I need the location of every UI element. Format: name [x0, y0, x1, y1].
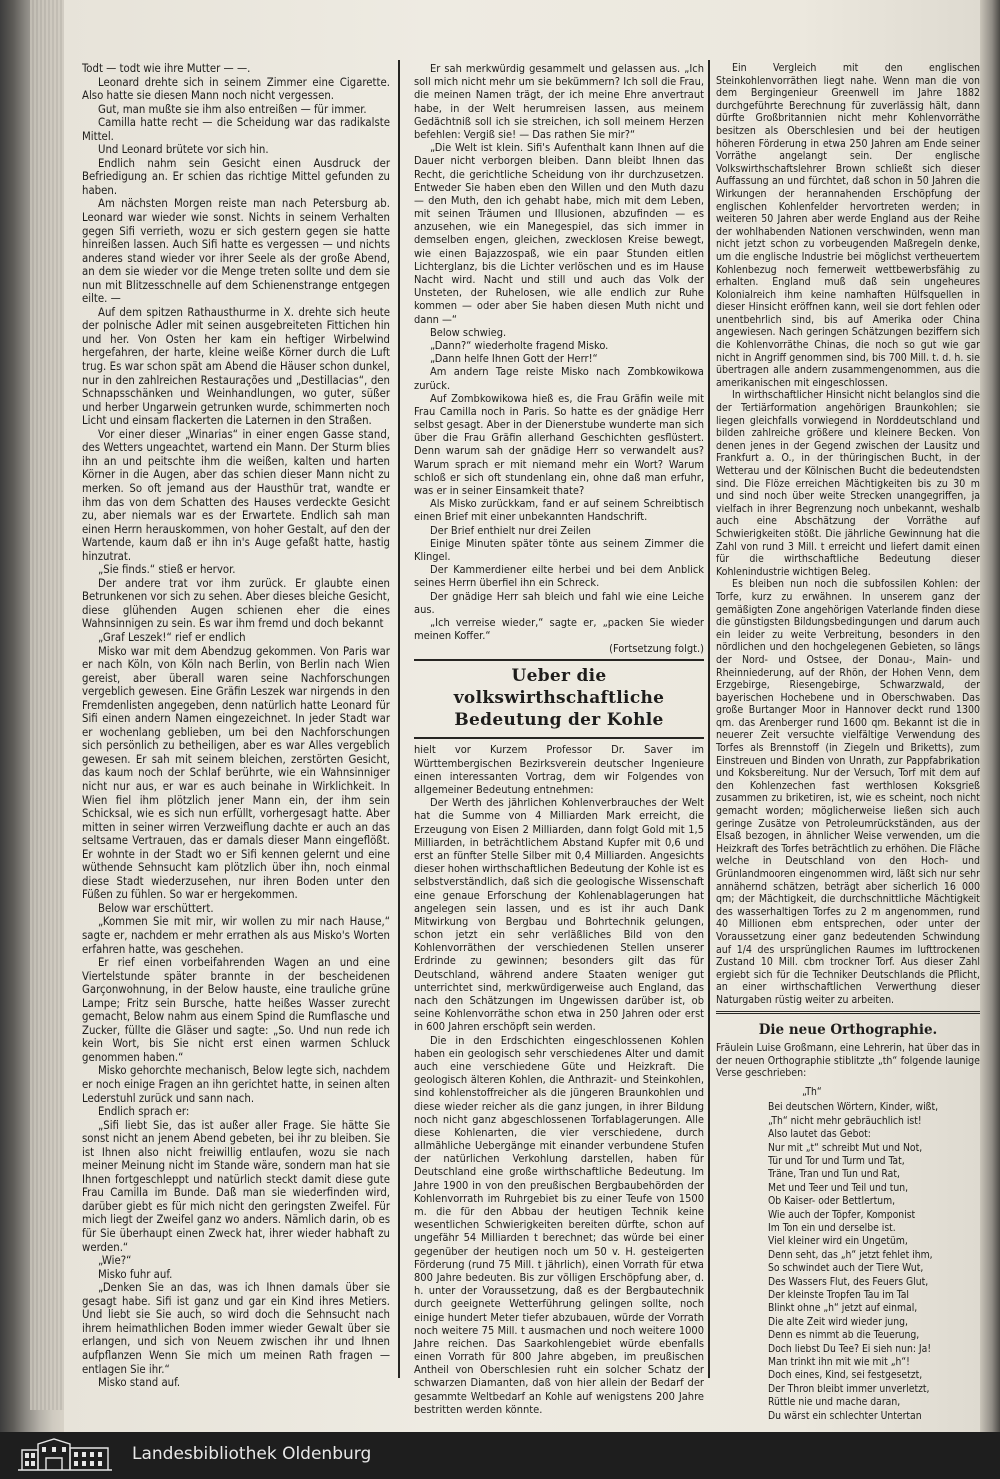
paragraph: „Die Welt ist klein. Sifi's Aufenthalt kann Ihnen auf die Dauer nicht verborgen bleiben. Dann bleibt Ihnen das Recht, die gerichtliche Scheidung von ihr durchzusetzen. Entweder Sie haben eben den Willen und den Muth dazu — den Muth, den ich gehabt habe, mich mit dem Leben, mit seinen Träumen und Illusionen, abzufinden — es anzusehen, wie ein Manegespiel, das sich immer in demselben engen, gleichen, zwecklosen Kreise bewegt, wie einen Bajazzospaß, wie ein paar Stunden eitlen Lichterglanz, bis die Lichter verlöschen und es im Hause Nacht wird. Nacht und still und auch das Volk der Unsteten, der Ruhelosen, wie alle endlich zur Ruhe kommen — oder aber Sie haben diesen Muth nicht und dann —“	[414, 141, 704, 326]
paragraph: Einige Minuten später tönte aus seinem Zimmer die Klingel.	[414, 536, 704, 563]
paragraph: Below schwieg.	[430, 325, 507, 339]
newspaper-page	[64, 0, 982, 1432]
book-fore-edge	[980, 0, 1000, 1432]
paragraph: Endlich nahm sein Gesicht einen Ausdruck der Befriedigung an. Er schien das richtige Mittel gefunden zu haben.	[82, 156, 390, 197]
poem-line: Träne, Tran und Tun und Rat,	[768, 1168, 900, 1181]
paragraph: „Ich verreise wieder,“ sagte er, „packen Sie wieder meinen Koffer.“	[414, 615, 704, 643]
column-rule	[708, 60, 710, 1378]
poem-line: Denn seht, das „h“ jetzt fehlet ihm,	[768, 1248, 933, 1261]
paragraph: Todt — todt wie ihre Mutter — —.	[82, 62, 251, 75]
poem-line: Die alte Zeit wird wieder jung,	[768, 1315, 908, 1328]
poem-line: Doch eines, Kind, sei festgesetzt,	[768, 1369, 923, 1382]
paragraph: „Dann?“ wiederholte fragend Misko.	[430, 338, 609, 352]
section-rule	[414, 737, 704, 739]
paragraph: Er sah merkwürdig gesammelt und gelassen aus. „Ich soll mich nicht mehr um sie bekümmern? Ich soll die Frau, die meinen Namen trägt, der ich meine Ehre anvertraut habe, in der Welt herumreisen lassen, aus meinem Gedächtniß soll ich sie streichen, ich soll meinem Herzen befehlen: Vergiß sie! — Das rathen Sie mir?“	[414, 62, 704, 141]
paragraph: Der andere trat vor ihm zurück. Er glaubte einen Betrunkenen vor sich zu sehen. Aber dieses bleiche Gesicht, diese glühenden Augen schienen eher die eines Wahnsinnigen zu sein. Es war ihm fremd und doch bekannt	[82, 576, 390, 631]
paragraph: Auf dem spitzen Rathausthurme in X. drehte sich heute der polnische Adler mit seinen ausgebreiteten Fittichen hin und her. Von Osten her kam ein heftiger Wirbelwind hergefahren, der harte, kleine weiße Körner durch die Luft trug. Es war schon spät am Abend die Häuser schon dunkel, nur in den zahlreichen Restaurações und „Destillacias“, den Schnapsschänken und Weinhandlungen, wo guter, süßer und herber Ungarwein getrunken wurde, schimmerten noch Licht und einsam flackerten die Laternen in den Straßen.	[82, 305, 390, 428]
poem-line: Met und Teer und Teil und tun,	[768, 1181, 909, 1194]
orthography-headline: Die neue Orthographie.	[758, 1021, 938, 1038]
paragraph: Am andern Tage reiste Misko nach Zombkowikowa zurück.	[414, 365, 704, 392]
paragraph: Misko fuhr auf.	[98, 1267, 173, 1281]
poem-line: „Th“ nicht mehr gebräuchlich ist!	[768, 1114, 922, 1127]
poem-line: Tür und Tor und Turm und Tat,	[768, 1154, 905, 1167]
paragraph: Misko stand auf.	[98, 1376, 181, 1390]
article-continuation	[716, 62, 980, 1007]
paragraph: Misko war mit dem Abendzug gekommen. Von Paris war er nach Köln, von Köln nach Berlin, von Berlin nach Wien gereist, aber überall waren seine Nachforschungen vergeblich gewesen. Eine Gräfin Leszek war nirgends in den Fremdenlisten angegeben, denn natürlich hatte Leonard für Sifi einen andern Namen eingezeichnet. In jeder Stadt war er wochenlang geblieben, um bei den Nachforschungen sich persönlich zu betheiligen, aber es war Alles vergeblich gewesen. Er sah mit seinem bleichen, zerstörten Gesicht, das kaum noch der Schlaf berührte, wie ein Wahnsinniger nicht nur aus, er war es auch beinahe in Wirklichkeit. In Wien fiel ihm plötzlich jener Mann ein, der ihm sein Schicksal, wie es sich nun erfüllt, vorhergesagt hatte. Aber mitten in seiner wirren Verzweiflung dachte er auch an das seltsame Vertrauen, das er damals dieser Mann eingeflößt. Er wohnte in der Stadt wo er Sifi kennen gelernt und eine wüthende Sehnsucht kam plötzlich über ihn, noch einmal diese Stadt wiederzusehen, nur ihren Boden unter den Füßen zu fühlen. So war er hergekommen.	[82, 644, 390, 902]
poem-line: Im Ton ein und derselbe ist.	[768, 1221, 896, 1234]
paragraph: Er rief einen vorbeifahrenden Wagen an und eine Viertelstunde später brannte in der bescheidenen Garçonwohnung, in der Below hauste, eine trauliche grüne Lampe; Fritz sein Bursche, hatte heißes Wasser zurecht gemacht, Below nahm aus einem Spind die Rumflasche und Zucker, füllte die Gläser und sagte: „So. Und nun rede ich kein Wort, bis Sie nicht erst einen warmen Schluck genommen haben.“	[82, 956, 390, 1064]
article-headline: Ueber die volkswirthschaftliche Bedeutung der Kohle	[453, 666, 665, 731]
poem-line: Wie auch der Töpfer, Komponist	[768, 1208, 916, 1221]
poem-line: Man trinkt ihn mit wie mit „h“!	[768, 1356, 910, 1369]
poem-line: So schwindet auch der Tiere Wut,	[768, 1262, 924, 1275]
paragraph: „Sie finds.“ stieß er hervor.	[98, 563, 236, 577]
section-rule	[716, 1011, 980, 1014]
paragraph: Misko gehorchte mechanisch, Below legte sich, nachdem er noch einige Fragen an ihn gerichtet hatte, in seinen alten Lederstuhl zurück und sann nach.	[82, 1064, 390, 1105]
paragraph: Es bleiben nun noch die subfossilen Kohlen: der Torfe, kurz zu erwähnen. In unserem ganz der gemäßigten Zone angehörigen Vaterlande finden diese die günstigsten Bildungsbedingungen und darum auch ein leider zu weite Verbreitung, besonders in den nördlichen und den hochgelegenen Gebieten, so längs der Nord- und Ostsee, der Donau-, Main- und Rheinniederung, auf der Rhön, der Hohen Venn, dem Erzgebirge, Riesengebirge, Schwarzwald, der bayerischen Hochebene und in Oberschwaben. Das große Burtanger Moor in Hannover deckt rund 1300 qm. das Arenberger rund 1600 qm. Bekannt ist die in neuerer Zeit versuchte vielfältige Verwendung des Torfes als Brennstoff (in Ziegeln und Briketts), zum Einstreuen und Binden von Unrath, zur Pappfabrikation und Koksbereitung. Nur der Versuch, Torf mit dem auf den Kohlenzechen fast werthlosen Koksgrieß zusammen zu briketiren, ist, wie es scheint, noch nicht gemacht worden; möglicherweise ließen sich auch geringe Zusätze von Petroleumrückständen, aus der Elsaß bezogen, in ähnlicher Weise verwenden, um die Heizkraft des Torfes beträchtlich zu erhöhen. Die Fläche welche in Deutschland von den Hoch- und Grünlandmooren eingenommen wird, läßt sich nur sehr annähernd schätzen, beträgt aber sicherlich 16 000 qm; der Mächtigkeit, die durchschnittliche Mächtigkeit des wasserhaltigen Torfes zu 2 m angenommen, rund 40 Millionen ebm entsprechen, oder unter der Voraussetzung einer ganz bedeutenden Schwindung auf 1/4 des ursprünglichen Raumes im lufttrockenen Zustand 10 Mill. cbm trockner Torf. Aus dieser Zahl ergiebt sich für die Techniker Deutschlands die Pflicht, an einer wirthschaftlichen Verwerthung dieser Naturgaben rüstig weiter zu arbeiten.	[716, 578, 980, 1006]
article-body	[414, 743, 704, 1416]
paragraph: „Dann helfe Ihnen Gott der Herr!“	[430, 352, 598, 366]
paragraph: Ein Vergleich mit den englischen Steinkohlenvorräthen liegt nahe. Wenn man die von dem Bergingenieur Greenwell im Jahre 1882 durchgeführte Berechnung für zuverlässig hält, dann dürfte Großbritannien nicht mehr Kohlenvorräthe besitzen als Oberschlesien und bei der heutigen höheren Förderung in etwa 250 Jahren am Ende seiner Vorräthe angelangt sein. Der englische Volkswirthschaftslehrer Brown schließt sich dieser Auffassung an und fürchtet, daß schon in 50 Jahren die Wirkungen der herannahenden Erschöpfung der englischen Kohlenfelder hervortreten werden; in weiteren 50 Jahren aber werde England aus der Reihe der wohlhabenden Nationen verschwinden, wenn man nicht jetzt schon zu vorbeugenden Maßregeln denke, um die englische Industrie bei möglichst vertheuertem Kohlenbezug noch fernerweit wettbewerbsfähig zu erhalten. England muß daß sein ungeheures Kolonialreich ihm keine namhaften Hülfsquellen in dieser Hinsicht eröffnen kann, weil sie dort fehlen oder unentbehrlich sind, bis auf Amerika oder China angewiesen. Nach geringen Schätzungen beziffern sich die Kohlenvorräthe Chinas, die noch so gut wie gar nicht in Angriff genommen sind, bis 700 Mill. t. d. h. sie übertragen alle andern zusammengenommen, aus die amerikanischen mit eingeschlossen.	[716, 62, 980, 389]
library-name: Landesbibliothek Oldenburg	[132, 1444, 372, 1464]
paragraph: Der Brief enthielt nur drei Zeilen	[430, 523, 591, 537]
poem-line: Des Wassers Flut, des Feuers Glut,	[768, 1275, 929, 1288]
column-middle	[414, 62, 704, 1416]
section-rule	[414, 659, 704, 661]
column-right	[716, 62, 980, 1423]
paragraph: Vor einer dieser „Winarias“ in einer engen Gasse stand, des Wetters ungeachtet, wartend ein Mann. Der Sturm blies ihn an und peitschte ihm die weißen, kalten und harten Körner in die Augen, aber das schien dieser Mann nicht zu merken. So oft jemand aus der Hausthür trat, wandte er ihm das von dem Schatten des Hauses verdeckte Gesicht zu, aber niemals war es der Erwartete. Endlich sah man einen Herrn herauskommen, von hoher Gestalt, auf den der Wartende, kaum daß er ihn in's Auge gefaßt hatte, hastig hinzutrat.	[82, 427, 390, 563]
poem-line: Der kleinste Tropfen Tau im Tal	[768, 1289, 909, 1301]
paragraph: Der Werth des jährlichen Kohlenverbrauches der Welt hat die Summe von 4 Milliarden Mark erreicht, die Erzeugung von Eisen 2 Milliarden, dann folgt Gold mit 1,5 Milliarden, in beträchtlichem Abstand Kupfer mit 0,6 und erst an fünfter Stelle Silber mit 0,4 Milliarden. Angesichts dieser hohen wirthschaftlichen Bedeutung der Kohle ist es selbstverständlich, daß sich die geologische Wissenschaft eine genaue Erforschung der Kohlenablagerungen hat angelegen sein lassen, und es ist ihr auch Dank Mitwirkung von Bergbau und Bohrtechnik gelungen, schon jetzt ein sehr verläßliches Bild von den Kohlenvorräthen der verschiedenen Stellen unserer Erdrinde zu gewinnen; besonders gilt das für Deutschland, während andere Staaten weniger gut unterrichtet sind, merkwürdigerweise auch England, das nach den Schätzungen im Ungewissen darüber ist, ob seine Kohlenvorräthe schon etwa in 250 Jahren oder erst in 600 Jahren erschöpft sein werden.	[414, 796, 704, 1034]
poem-title: „Th“	[802, 1085, 822, 1098]
paragraph: Die in den Erdschichten eingeschlossenen Kohlen haben ein geologisch sehr verschiedenes Alter und damit auch eine verschiedene Güte und Heizkraft. Die geologisch älteren Kohlen, die Anthrazit- und Steinkohlen, sind kohlenstoffreicher als die jüngeren Braunkohlen und diese wieder reicher als die ganz jungen, in ihrer Bildung noch nicht ganz abgeschlossenen Torfablagerungen. Alle diese Kohlenarten, die vier verschiedene, durch allmähliche Uebergänge mit einander verbundene Stufen der natürlichen Verkohlung darstellen, haben für Deutschland eine große wirthschaftliche Bedeutung. Im Jahre 1900 in von den preußischen Bergbaubehörden der Kohlenvorrath im Ruhrgebiet bis zu einer Teufe von 1500 m. die für den Abbau der heutigen Technik keine wesentlichen Schwierigkeiten bereiten dürfte, schon auf ungefähr 54 Milliarden t berechnet; das würde bei einer gegenüber der heutigen noch um 50 v. H. gesteigerten Förderung (rund 75 Mill. t jährlich), einen Vorrath für etwa 800 Jahre bedeuten. Bis zur völligen Erschöpfung aber, d. h. unter der Voraussetzung, daß es der Bergbautechnik durch geeignete Wetterführung gelingen sollte, noch einige hundert Meter tiefer abzubauen, würde der Vorrath noch weitere 75 Mill. t ausmachen und noch weitere 1000 Jahre reichen. Das Saarkohlengebiet würde ebenfalls einen Vorrath für 800 Jahre abgeben, im preußischen Antheil von Oberschlesien ruht ein solcher Schatz der schwarzen Diamanten, daß von hier allein der Bedarf der gesammte Weltbedarf an Kohle auf wenigstens 200 Jahre bestritten werden könnte.	[414, 1033, 704, 1416]
paragraph: „Sifi liebt Sie, das ist außer aller Frage. Sie hätte Sie sonst nicht an jenem Abend gebeten, bei ihr zu bleiben. Sie ist Ihnen also nicht freiwillig entlaufen, wozu sie nach meiner Meinung nicht im Stande wäre, sondern man hat sie Ihnen fortgeschleppt und natürlich steckt damit diese gute Frau Camilla im Bunde. Daß man sie wiederfinden wird, darüber giebt es für mich nicht den geringsten Zweifel. Für mich liegt der Zweifel ganz wo anders. Nämlich darin, ob es für Sie überhaupt einen Zweck hat, ihrer wieder habhaft zu werden.“	[82, 1118, 390, 1254]
paragraph: Endlich sprach er:	[98, 1105, 190, 1119]
column-rule	[398, 60, 400, 1378]
paragraph: „Wie?“	[98, 1254, 132, 1268]
paragraph: Am nächsten Morgen reiste man nach Petersburg ab. Leonard war wieder wie sonst. Nichts in seinem Verhalten gegen Sifi verrieth, wozu er sich gestern gegen sie hatte hinreißen lassen. Auch Sifi hatte es vergessen — und nichts anderes stand wieder vor ihrer Seele als der große Abend, an dem sie wieder vor die Menge treten sollte und dem sie nun mit Blitzesschnelle auf dem Schienenstrange entgegen eilte. —	[82, 197, 390, 306]
continued-note: (Fortsetzung folgt.)	[609, 642, 704, 656]
poem-line: Viel kleiner wird ein Ungetüm,	[768, 1235, 908, 1248]
library-building-icon	[16, 1438, 114, 1472]
poem	[768, 1086, 980, 1423]
paragraph: hielt vor Kurzem Professor Dr. Saver im Württembergischen Bezirksverein deutscher Ingenieure einen interessanten Vortrag, dem wir Folgendes von allgemeiner Bedeutung entnehmen:	[414, 743, 704, 796]
paragraph: Der gnädige Herr sah bleich und fahl wie eine Leiche aus.	[414, 589, 704, 616]
poem-line: Bei deutschen Wörtern, Kinder, wißt,	[768, 1101, 939, 1114]
page-stack	[30, 0, 66, 1410]
library-footer	[0, 1432, 1000, 1479]
paragraph: Der Kammerdiener eilte herbei und bei dem Anblick seines Herrn überfiel ihn ein Schreck.	[414, 563, 704, 590]
paragraph: Gut, man mußte sie ihm also entreißen — für immer.	[98, 102, 367, 116]
poem-line: Ob Kaiser- oder Bettlertum,	[768, 1195, 896, 1208]
paragraph: Auf Zombkowikowa hieß es, die Frau Gräfin weile mit Frau Camilla noch in Paris. So hatte es der gnädige Herr selbst gesagt. Aber in der Dienerstube wunderte man sich über die Frau Gräfin allerhand Geschichten gesflüstert. Denn warum sah der gnädige Herr so verwandelt aus? Warum sprach er mit niemand mehr ein Wort? Warum schloß er sich oft stundenlang ein, ohne daß man erfuhr, was er in seiner Einsamkeit thate?	[414, 391, 704, 497]
poem-line: Rüttle nie und mache daran,	[768, 1396, 901, 1409]
paragraph: Camilla hatte recht — die Scheidung war das radikalste Mittel.	[82, 116, 390, 143]
paragraph: „Graf Leszek!“ rief er endlich	[98, 630, 246, 644]
poem-line: Nur mit „t“ schreibt Mut und Not,	[768, 1141, 923, 1154]
poem-line: Der Thron bleibt immer unverletzt,	[768, 1382, 930, 1395]
serial-continuation	[414, 62, 704, 642]
paragraph: „Denken Sie an das, was ich Ihnen damals über sie gesagt habe. Sifi ist ganz und gar ein Kind ihres Metiers. Und liebt sie Sie auch, so wird doch die Sehnsucht nach ihrem heimathlichen Boden immer wieder Gewalt über sie erlangen, und sich von Neuem zwischen ihr und Ihnen aufpflanzen Wenn Sie mich um meinen Rath fragen — entlagen Sie ihr.“	[82, 1281, 390, 1376]
paragraph: Leonard drehte sich in seinem Zimmer eine Cigarette. Also hatte sie diesen Mann noch nicht vergessen.	[82, 75, 390, 103]
paragraph: Als Misko zurückkam, fand er auf seinem Schreibtisch einen Brief mit einer unbekannten Handschrift.	[414, 497, 704, 524]
poem-line: Du wärst ein schlechter Untertan	[768, 1409, 922, 1422]
poem-lines	[768, 1101, 980, 1423]
poem-line: Blinkt ohne „h“ jetzt auf einmal,	[768, 1302, 918, 1315]
poem-line: Denn es nimmt ab die Teuerung,	[768, 1329, 920, 1342]
paragraph: In wirthschaftlicher Hinsicht nicht belanglos sind die der Tertiärformation angehörigen Braunkohlen; sie liegen gleichfalls vorwiegend in Norddeutschland und bilden zahlreiche größere und kleinere Becken. Von denen jenes in der Gegend zwischen der Lausitz und Frankfurt a. O., in der thüringischen Bucht, in der Wetterau und der Kölnischen Bucht die bedeutendsten sind. Die Flöze erreichen Mächtigkeiten bis zu 30 m und sind noch über weite Strecken unangegriffen, ja vielfach in ihrer Begrenzung noch unbekannt, weshalb auch eine Abschätzung der Vorräthe auf Schwierigkeiten stößt. Die jährliche Gewinnung hat die Zahl von rund 3 Mill. t erreicht und liefert damit einen für die wirthschaftliche Bedeutung dieser Kohlenindustrie wichtigen Beleg.	[716, 389, 980, 578]
paragraph: Und Leonard brütete vor sich hin.	[98, 143, 269, 157]
poem-line: Doch liebst Du Tee? Ei sieh nun: Ja!	[768, 1342, 932, 1355]
paragraph: „Kommen Sie mit mir, wir wollen zu mir nach Hause,“ sagte er, nachdem er mehr errathen als aus Misko's Worten erfahren hatte, was geschehen.	[82, 915, 390, 956]
paragraph: Below war erschüttert.	[98, 901, 214, 915]
column-serial-novel	[82, 62, 390, 1390]
poem-line: Also lautet das Gebot:	[768, 1128, 871, 1141]
orthography-intro: Fräulein Luise Großmann, eine Lehrerin, hat über das in der neuen Orthographie stiblitzte „th“ folgende launige Verse geschrieben:	[716, 1042, 980, 1080]
